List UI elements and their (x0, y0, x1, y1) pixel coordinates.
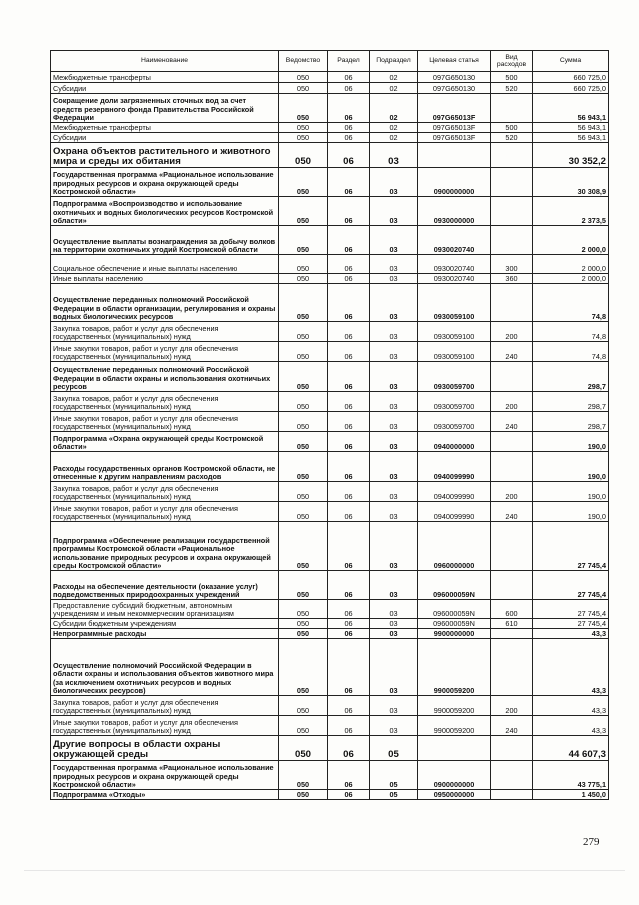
cell-vid: 200 (491, 482, 533, 502)
cell-podrazdel: 05 (370, 736, 418, 761)
cell-summa: 2 000,0 (533, 226, 609, 255)
cell-summa: 74,8 (533, 284, 609, 322)
cell-statya: 9900059200 (418, 716, 491, 736)
table-row (51, 761, 609, 790)
cell-ved: 050 (279, 761, 328, 790)
cell-vid (491, 168, 533, 197)
cell-statya: 0900000000 (418, 168, 491, 197)
cell-name: Подпрограмма «Воспроизводство и использование охотничьих и водных биологических ресурсов Костромской области» (51, 197, 279, 226)
cell-ved: 050 (279, 72, 328, 83)
cell-podrazdel: 03 (370, 362, 418, 392)
cell-razdel: 06 (328, 362, 370, 392)
cell-vid: 240 (491, 716, 533, 736)
cell-statya: 096000059N (418, 571, 491, 600)
cell-name: Осуществление переданных полномочий Российской Федерации в области охраны и использования охотничьих ресурсов (51, 362, 279, 392)
table-row (51, 197, 609, 226)
cell-name: Государственная программа «Рациональное использование природных ресурсов и охрана окружающей среды Костромской области» (51, 168, 279, 197)
cell-summa: 27 745,4 (533, 522, 609, 571)
cell-vid (491, 790, 533, 800)
cell-vid (491, 736, 533, 761)
cell-statya: 0950000000 (418, 790, 491, 800)
cell-vid (491, 284, 533, 322)
cell-podrazdel: 03 (370, 412, 418, 432)
cell-name: Сокращение доли загрязненных сточных вод за счет средств резервного фонда Правительства Российской Федерации (51, 94, 279, 123)
cell-ved: 050 (279, 168, 328, 197)
cell-summa: 2 000,0 (533, 255, 609, 274)
table-row (51, 94, 609, 123)
cell-name: Иные закупки товаров, работ и услуг для обеспечения государственных (муниципальных) нужд (51, 502, 279, 522)
cell-name: Расходы на обеспечение деятельности (оказание услуг) подведомственных природоохранных учреждений (51, 571, 279, 600)
cell-ved: 050 (279, 284, 328, 322)
cell-summa: 27 745,4 (533, 600, 609, 619)
cell-vid: 200 (491, 322, 533, 342)
table-row (51, 571, 609, 600)
cell-ved: 050 (279, 639, 328, 696)
cell-vid (491, 522, 533, 571)
table-row (51, 639, 609, 696)
cell-podrazdel: 02 (370, 83, 418, 94)
cell-name: Закупка товаров, работ и услуг для обеспечения государственных (муниципальных) нужд (51, 696, 279, 716)
page-number: 279 (583, 836, 600, 848)
cell-ved: 050 (279, 362, 328, 392)
cell-razdel: 06 (328, 133, 370, 143)
cell-razdel: 06 (328, 168, 370, 197)
cell-statya: 0930000000 (418, 197, 491, 226)
cell-ved: 050 (279, 274, 328, 284)
cell-razdel: 06 (328, 696, 370, 716)
cell-razdel: 06 (328, 123, 370, 133)
cell-name: Иные закупки товаров, работ и услуг для обеспечения государственных (муниципальных) нужд (51, 412, 279, 432)
cell-name: Расходы государственных органов Костромской области, не отнесенные к другим направлениям расходов (51, 452, 279, 482)
cell-razdel: 06 (328, 274, 370, 284)
cell-name: Субсидии бюджетным учреждениям (51, 619, 279, 629)
cell-razdel: 06 (328, 571, 370, 600)
cell-name: Субсидии (51, 133, 279, 143)
table-row (51, 133, 609, 143)
cell-razdel: 06 (328, 143, 370, 168)
table-row (51, 522, 609, 571)
table-row (51, 790, 609, 800)
cell-vid: 600 (491, 600, 533, 619)
cell-statya: 0930059100 (418, 284, 491, 322)
cell-vid: 500 (491, 123, 533, 133)
cell-ved: 050 (279, 696, 328, 716)
cell-podrazdel: 03 (370, 452, 418, 482)
cell-statya: 0930059700 (418, 412, 491, 432)
cell-name: Другие вопросы в области охраны окружающей среды (51, 736, 279, 761)
cell-ved: 050 (279, 123, 328, 133)
cell-vid (491, 571, 533, 600)
cell-name: Государственная программа «Рациональное использование природных ресурсов и охрана окружающей среды Костромской области» (51, 761, 279, 790)
cell-ved: 050 (279, 790, 328, 800)
cell-ved: 050 (279, 432, 328, 452)
cell-vid (491, 197, 533, 226)
cell-summa: 30 308,9 (533, 168, 609, 197)
cell-name: Охрана объектов растительного и животного мира и среды их обитания (51, 143, 279, 168)
cell-podrazdel: 02 (370, 133, 418, 143)
cell-razdel: 06 (328, 197, 370, 226)
cell-summa: 56 943,1 (533, 133, 609, 143)
cell-summa: 190,0 (533, 432, 609, 452)
cell-statya: 0930059700 (418, 362, 491, 392)
cell-vid: 610 (491, 619, 533, 629)
cell-vid (491, 432, 533, 452)
cell-summa: 2 373,5 (533, 197, 609, 226)
cell-summa: 660 725,0 (533, 72, 609, 83)
table-row (51, 72, 609, 83)
table-row (51, 255, 609, 274)
cell-summa: 43 775,1 (533, 761, 609, 790)
header-vid: Вид расходов (491, 51, 533, 72)
cell-statya: 0930020740 (418, 226, 491, 255)
table-row (51, 284, 609, 322)
cell-summa: 190,0 (533, 452, 609, 482)
cell-podrazdel: 03 (370, 168, 418, 197)
cell-podrazdel: 03 (370, 342, 418, 362)
cell-summa: 27 745,4 (533, 619, 609, 629)
cell-name: Закупка товаров, работ и услуг для обеспечения государственных (муниципальных) нужд (51, 482, 279, 502)
cell-statya (418, 736, 491, 761)
cell-podrazdel: 02 (370, 94, 418, 123)
cell-ved: 050 (279, 716, 328, 736)
cell-ved: 050 (279, 255, 328, 274)
cell-razdel: 06 (328, 94, 370, 123)
cell-summa: 660 725,0 (533, 83, 609, 94)
cell-summa: 298,7 (533, 392, 609, 412)
header-name: Наименование (51, 51, 279, 72)
cell-name: Иные выплаты населению (51, 274, 279, 284)
cell-podrazdel: 05 (370, 790, 418, 800)
cell-podrazdel: 03 (370, 226, 418, 255)
cell-razdel: 06 (328, 284, 370, 322)
cell-podrazdel: 03 (370, 322, 418, 342)
cell-statya: 0960000000 (418, 522, 491, 571)
cell-statya: 096000059N (418, 619, 491, 629)
cell-podrazdel: 03 (370, 619, 418, 629)
header-summa: Сумма (533, 51, 609, 72)
cell-name: Закупка товаров, работ и услуг для обеспечения государственных (муниципальных) нужд (51, 322, 279, 342)
cell-podrazdel: 03 (370, 696, 418, 716)
cell-summa: 190,0 (533, 502, 609, 522)
cell-razdel: 06 (328, 790, 370, 800)
cell-vid (491, 226, 533, 255)
cell-statya: 097G65013F (418, 123, 491, 133)
cell-podrazdel: 03 (370, 600, 418, 619)
table-row (51, 274, 609, 284)
table-row (51, 716, 609, 736)
cell-razdel: 06 (328, 736, 370, 761)
cell-statya: 0940099990 (418, 482, 491, 502)
table-row (51, 322, 609, 342)
cell-name: Межбюджетные трансферты (51, 123, 279, 133)
cell-summa: 44 607,3 (533, 736, 609, 761)
cell-razdel: 06 (328, 72, 370, 83)
cell-podrazdel: 03 (370, 274, 418, 284)
cell-ved: 050 (279, 736, 328, 761)
cell-vid: 500 (491, 72, 533, 83)
cell-podrazdel: 03 (370, 629, 418, 639)
cell-podrazdel: 03 (370, 284, 418, 322)
cell-razdel: 06 (328, 629, 370, 639)
cell-summa: 74,8 (533, 342, 609, 362)
table-row (51, 412, 609, 432)
table-row (51, 362, 609, 392)
cell-name: Осуществление полномочий Российской Федерации в области охраны и использования объектов животного мира (за исключением охотничьих ресурсов и водных биологических ресурсов) (51, 639, 279, 696)
cell-ved: 050 (279, 197, 328, 226)
cell-statya: 9900059200 (418, 696, 491, 716)
cell-name: Осуществление выплаты вознаграждения за добычу волков на территории охотничьих угодий Костромской области (51, 226, 279, 255)
cell-razdel: 06 (328, 482, 370, 502)
header-razdel: Раздел (328, 51, 370, 72)
cell-statya: 097G65013F (418, 94, 491, 123)
cell-razdel: 06 (328, 522, 370, 571)
cell-podrazdel: 03 (370, 255, 418, 274)
cell-summa: 2 000,0 (533, 274, 609, 284)
cell-podrazdel: 03 (370, 432, 418, 452)
cell-razdel: 06 (328, 322, 370, 342)
cell-razdel: 06 (328, 226, 370, 255)
cell-statya: 0930059100 (418, 342, 491, 362)
cell-statya: 096000059N (418, 600, 491, 619)
table-row (51, 226, 609, 255)
table-body (51, 72, 609, 800)
cell-statya: 0940099990 (418, 502, 491, 522)
cell-razdel: 06 (328, 600, 370, 619)
cell-name: Межбюджетные трансферты (51, 72, 279, 83)
cell-ved: 050 (279, 83, 328, 94)
cell-ved: 050 (279, 619, 328, 629)
cell-ved: 050 (279, 629, 328, 639)
table-row (51, 123, 609, 133)
cell-ved: 050 (279, 452, 328, 482)
cell-name: Предоставление субсидий бюджетным, автономным учреждениям и иным некоммерческим организациям (51, 600, 279, 619)
cell-ved: 050 (279, 94, 328, 123)
cell-name: Непрограммные расходы (51, 629, 279, 639)
scan-fold-line (24, 870, 625, 871)
cell-statya (418, 143, 491, 168)
cell-ved: 050 (279, 342, 328, 362)
cell-razdel: 06 (328, 761, 370, 790)
cell-vid: 200 (491, 696, 533, 716)
cell-name: Социальное обеспечение и иные выплаты населению (51, 255, 279, 274)
cell-vid: 520 (491, 83, 533, 94)
cell-ved: 050 (279, 412, 328, 432)
cell-ved: 050 (279, 571, 328, 600)
cell-podrazdel: 03 (370, 392, 418, 412)
table-row (51, 452, 609, 482)
cell-razdel: 06 (328, 502, 370, 522)
table-row (51, 696, 609, 716)
cell-summa: 27 745,4 (533, 571, 609, 600)
cell-name: Иные закупки товаров, работ и услуг для обеспечения государственных (муниципальных) нужд (51, 716, 279, 736)
cell-summa: 43,3 (533, 696, 609, 716)
cell-vid: 360 (491, 274, 533, 284)
table-row (51, 392, 609, 412)
cell-podrazdel: 03 (370, 482, 418, 502)
table-row (51, 629, 609, 639)
cell-name: Подпрограмма «Отходы» (51, 790, 279, 800)
cell-summa: 74,8 (533, 322, 609, 342)
cell-razdel: 06 (328, 619, 370, 629)
cell-name: Субсидии (51, 83, 279, 94)
cell-podrazdel: 02 (370, 72, 418, 83)
cell-vid: 240 (491, 502, 533, 522)
cell-statya: 0940000000 (418, 432, 491, 452)
cell-razdel: 06 (328, 342, 370, 362)
cell-razdel: 06 (328, 83, 370, 94)
cell-summa: 56 943,1 (533, 123, 609, 133)
cell-summa: 190,0 (533, 482, 609, 502)
cell-podrazdel: 03 (370, 571, 418, 600)
cell-vid (491, 452, 533, 482)
table-row (51, 83, 609, 94)
cell-razdel: 06 (328, 716, 370, 736)
cell-summa: 30 352,2 (533, 143, 609, 168)
table-row (51, 432, 609, 452)
cell-vid: 240 (491, 412, 533, 432)
table-row (51, 736, 609, 761)
cell-name: Подпрограмма «Охрана окружающей среды Костромской области» (51, 432, 279, 452)
cell-razdel: 06 (328, 639, 370, 696)
cell-vid (491, 362, 533, 392)
cell-ved: 050 (279, 600, 328, 619)
cell-ved: 050 (279, 522, 328, 571)
cell-name: Иные закупки товаров, работ и услуг для обеспечения государственных (муниципальных) нужд (51, 342, 279, 362)
header-podrazdel: Подраздел (370, 51, 418, 72)
cell-razdel: 06 (328, 255, 370, 274)
cell-razdel: 06 (328, 412, 370, 432)
cell-razdel: 06 (328, 452, 370, 482)
header-statya: Целевая статья (418, 51, 491, 72)
cell-vid: 200 (491, 392, 533, 412)
table-row (51, 600, 609, 619)
table-row (51, 502, 609, 522)
cell-vid (491, 94, 533, 123)
cell-ved: 050 (279, 322, 328, 342)
cell-summa: 298,7 (533, 362, 609, 392)
table-row (51, 619, 609, 629)
cell-vid (491, 639, 533, 696)
cell-statya: 9900000000 (418, 629, 491, 639)
cell-vid: 520 (491, 133, 533, 143)
table-row (51, 143, 609, 168)
cell-vid (491, 143, 533, 168)
cell-name: Подпрограмма «Обеспечение реализации государственной программы Костромской области «Рациональное использование природных ресурсов и охрана окружающей среды Костромской области» (51, 522, 279, 571)
table-row (51, 342, 609, 362)
cell-podrazdel: 03 (370, 639, 418, 696)
cell-ved: 050 (279, 392, 328, 412)
cell-summa: 43,3 (533, 716, 609, 736)
cell-vid (491, 629, 533, 639)
cell-summa: 298,7 (533, 412, 609, 432)
cell-statya: 0930020740 (418, 274, 491, 284)
cell-razdel: 06 (328, 432, 370, 452)
cell-statya: 097G650130 (418, 83, 491, 94)
cell-statya: 0930059100 (418, 322, 491, 342)
header-ved: Ведомство (279, 51, 328, 72)
table-row (51, 482, 609, 502)
budget-table (50, 50, 609, 800)
cell-summa: 56 943,1 (533, 94, 609, 123)
cell-podrazdel: 03 (370, 716, 418, 736)
cell-summa: 43,3 (533, 629, 609, 639)
cell-ved: 050 (279, 143, 328, 168)
cell-statya: 9900059200 (418, 639, 491, 696)
cell-name: Осуществление переданных полномочий Российской Федерации в области организации, регулирования и охраны водных биологических ресурсов (51, 284, 279, 322)
cell-podrazdel: 02 (370, 123, 418, 133)
cell-podrazdel: 03 (370, 502, 418, 522)
cell-statya: 097G650130 (418, 72, 491, 83)
cell-statya: 097G65013F (418, 133, 491, 143)
cell-ved: 050 (279, 226, 328, 255)
cell-summa: 1 450,0 (533, 790, 609, 800)
cell-podrazdel: 03 (370, 143, 418, 168)
cell-statya: 0900000000 (418, 761, 491, 790)
cell-statya: 0940099990 (418, 452, 491, 482)
cell-statya: 0930020740 (418, 255, 491, 274)
table-header-row (51, 51, 609, 72)
cell-summa: 43,3 (533, 639, 609, 696)
table-row (51, 168, 609, 197)
cell-podrazdel: 03 (370, 522, 418, 571)
cell-ved: 050 (279, 502, 328, 522)
cell-statya: 0930059700 (418, 392, 491, 412)
cell-vid: 240 (491, 342, 533, 362)
cell-podrazdel: 05 (370, 761, 418, 790)
cell-name: Закупка товаров, работ и услуг для обеспечения государственных (муниципальных) нужд (51, 392, 279, 412)
cell-ved: 050 (279, 133, 328, 143)
cell-razdel: 06 (328, 392, 370, 412)
cell-vid: 300 (491, 255, 533, 274)
cell-podrazdel: 03 (370, 197, 418, 226)
cell-vid (491, 761, 533, 790)
cell-ved: 050 (279, 482, 328, 502)
